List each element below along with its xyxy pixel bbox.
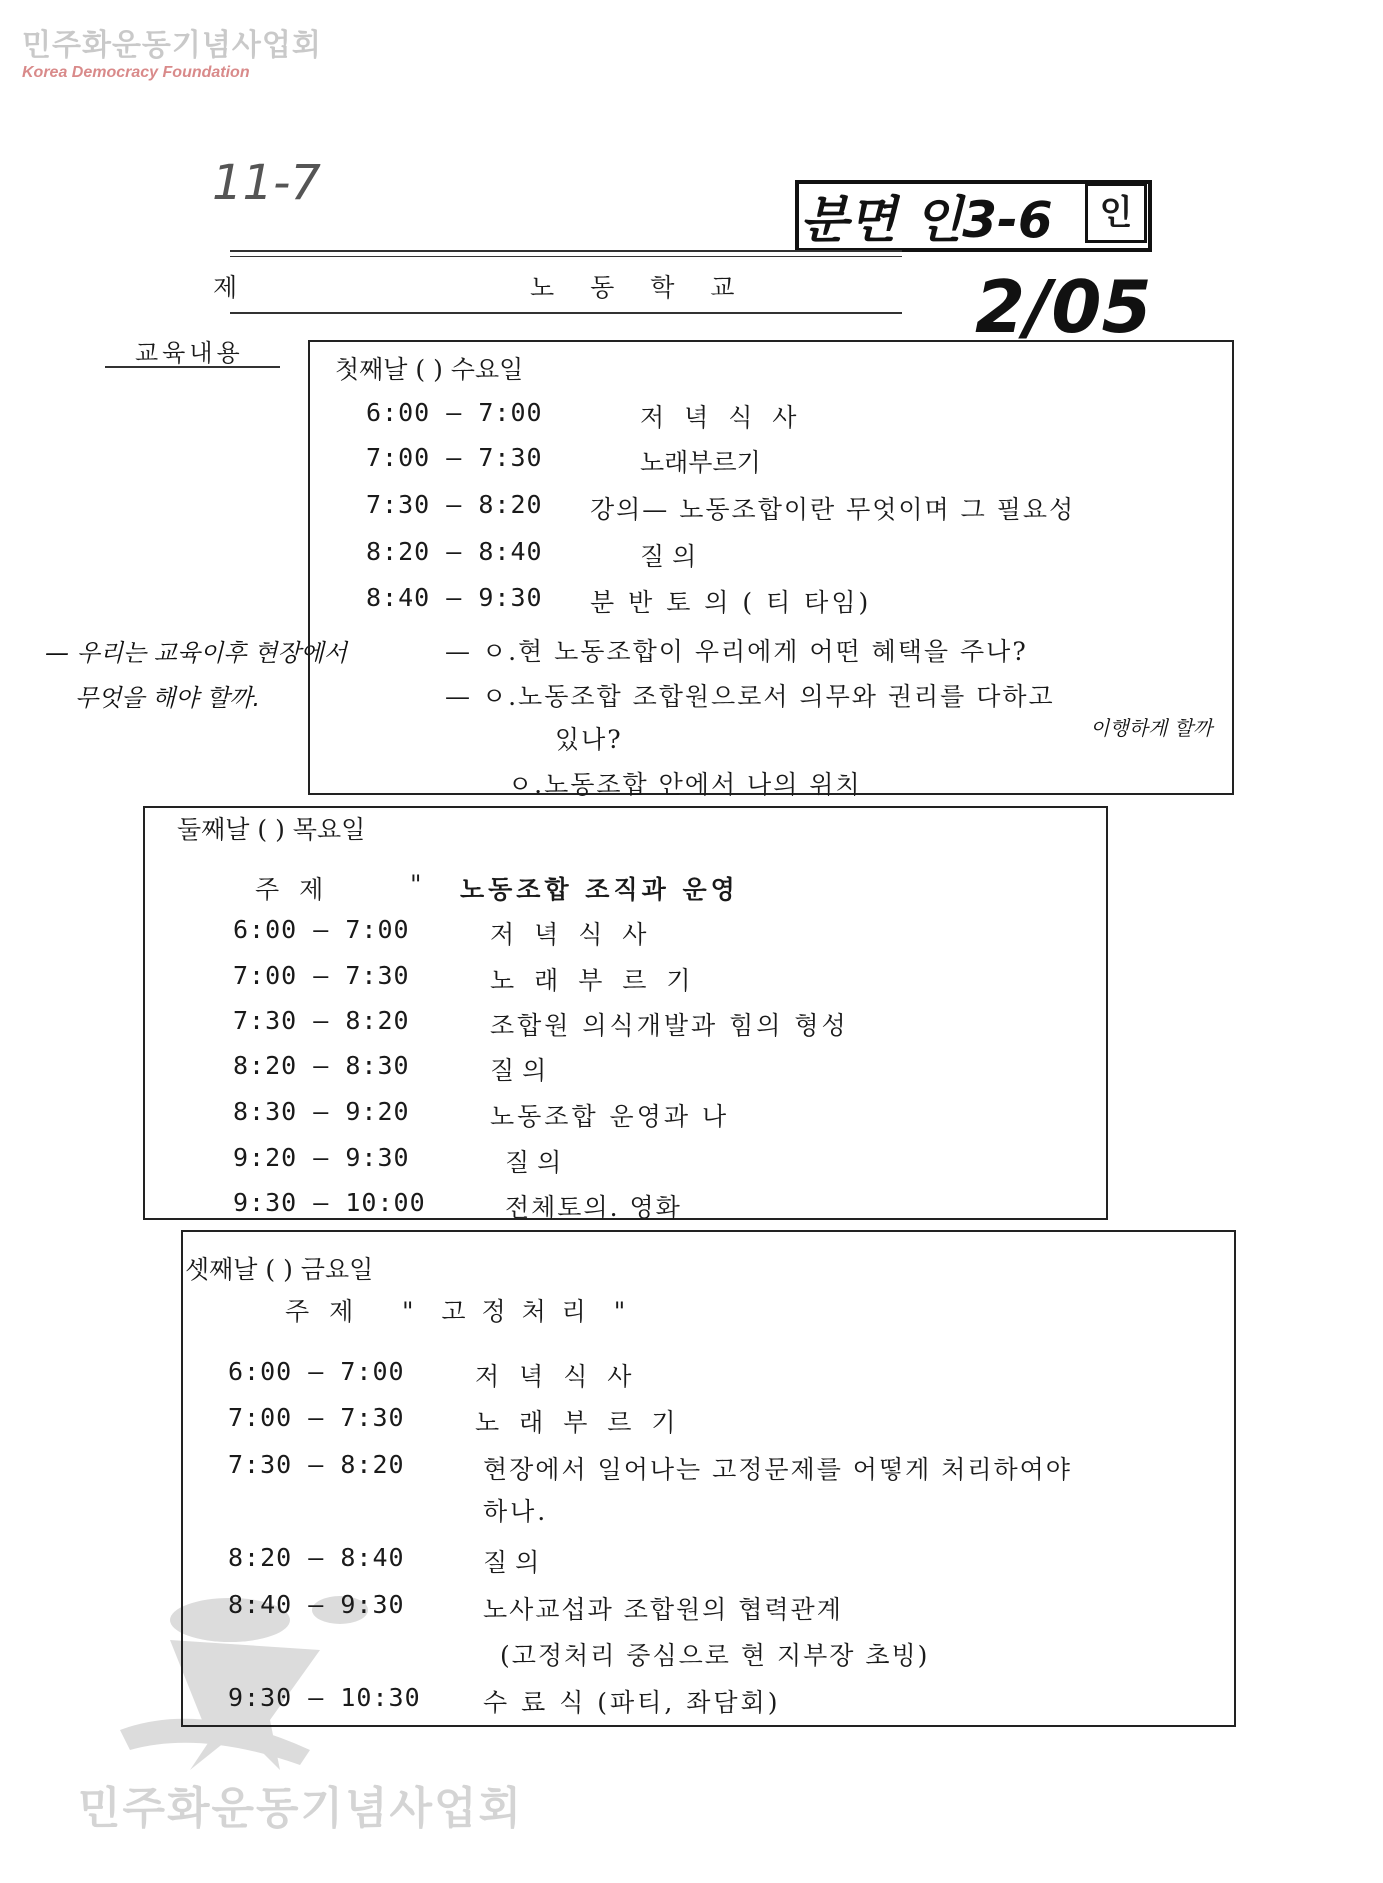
day1-bullet-3: ㅇ.노동조합 안에서 나의 위치 bbox=[508, 770, 862, 799]
day3-row-4-text: 질 의 bbox=[483, 1548, 540, 1577]
day2-row-4-text: 질 의 bbox=[490, 1056, 547, 1085]
day1-row-5-text: 분 반 토 의 ( 티 타임) bbox=[590, 588, 872, 617]
day3-row-4-time: 8:20 — 8:40 bbox=[228, 1543, 405, 1572]
day3-row-1-text: 저 녁 식 사 bbox=[475, 1362, 638, 1391]
day3-row-3-time: 7:30 — 8:20 bbox=[228, 1450, 405, 1479]
day3-row-2-time: 7:00 — 7:30 bbox=[228, 1403, 405, 1432]
day3-row-6-text: 수 료 식 (파티, 좌담회) bbox=[483, 1688, 781, 1717]
title-rule-bottom bbox=[230, 312, 902, 314]
day1-row-1-text: 저 녁 식 사 bbox=[640, 403, 803, 432]
day3-header: 셋째날 ( ) 금요일 bbox=[185, 1255, 374, 1284]
day1-row-2-text: 노래부르기 bbox=[640, 448, 761, 477]
handwritten-page-note: 11-7 bbox=[212, 155, 321, 211]
day2-row-5-text: 노동조합 운영과 나 bbox=[490, 1102, 730, 1131]
stamp-seal: 인 bbox=[1085, 183, 1147, 243]
day2-theme-quote: " bbox=[410, 870, 422, 899]
day3-row-5-time: 8:40 — 9:30 bbox=[228, 1590, 405, 1619]
day2-row-7-text: 전체토의. 영화 bbox=[505, 1193, 682, 1222]
day3-row-5-text: 노사교섭과 조합원의 협력관계 bbox=[483, 1595, 843, 1624]
day3-theme-label: 주 제 bbox=[285, 1297, 360, 1326]
day3-row-5-text-cont: (고정처리 중심으로 현 지부장 초빙) bbox=[500, 1641, 930, 1670]
day2-row-3-text: 조합원 의식개발과 힘의 형성 bbox=[490, 1011, 849, 1040]
day1-row-2-time: 7:00 — 7:30 bbox=[366, 443, 543, 472]
section-label-underline bbox=[105, 366, 280, 368]
section-label: 교육내용 bbox=[135, 339, 244, 367]
day1-bullet-1: — ㅇ.현 노동조합이 우리에게 어떤 혜택을 주나? bbox=[445, 637, 1028, 666]
day2-row-6-text: 질 의 bbox=[505, 1148, 562, 1177]
day1-row-4-text: 질 의 bbox=[640, 542, 697, 571]
stamp-code: 분면 인3-6 bbox=[800, 191, 1053, 249]
day3-row-1-time: 6:00 — 7:00 bbox=[228, 1357, 405, 1386]
day1-row-4-time: 8:20 — 8:40 bbox=[366, 537, 543, 566]
day2-row-2-text: 노 래 부 르 기 bbox=[490, 966, 697, 995]
day2-header: 둘째날 ( ) 목요일 bbox=[177, 815, 366, 844]
watermark-foundation-name: Korea Democracy Foundation bbox=[22, 64, 250, 81]
day2-row-2-time: 7:00 — 7:30 bbox=[233, 961, 410, 990]
day1-row-5-time: 8:40 — 9:30 bbox=[366, 583, 543, 612]
day1-bullet-2: — ㅇ.노동조합 조합원으로서 의무와 권리를 다하고 bbox=[445, 682, 1055, 711]
title-part-3: 노 동 학 교 bbox=[530, 273, 749, 302]
day3-theme: " 고 정 처 리 " bbox=[402, 1297, 630, 1326]
day1-row-3-text: 강의— 노동조합이란 무엇이며 그 필요성 bbox=[590, 495, 1076, 524]
day1-row-1-time: 6:00 — 7:00 bbox=[366, 398, 543, 427]
day1-bullet-2-cont: 있나? bbox=[555, 725, 623, 754]
document-number: 2/05 bbox=[975, 265, 1152, 349]
day2-row-5-time: 8:30 — 9:20 bbox=[233, 1097, 410, 1126]
watermark-logo-bottom: 민주화운동기념사업회 bbox=[78, 1783, 524, 1834]
day3-row-3-text: 현장에서 일어나는 고정문제를 어떻게 처리하여야 bbox=[483, 1455, 1072, 1484]
day3-row-2-text: 노 래 부 르 기 bbox=[475, 1408, 682, 1437]
day2-row-4-time: 8:20 — 8:30 bbox=[233, 1051, 410, 1080]
day3-row-3-text-cont: 하나. bbox=[483, 1497, 549, 1526]
margin-note-line-1: — 우리는 교육이후 현장에서 bbox=[45, 639, 347, 667]
day2-theme-label: 주 제 bbox=[255, 875, 330, 904]
watermark-logo-top: 민주화운동기념사업회 bbox=[22, 28, 322, 63]
title-part-1: 제 bbox=[213, 273, 238, 302]
title-rule-top bbox=[230, 250, 902, 252]
day2-row-7-time: 9:30 — 10:00 bbox=[233, 1188, 426, 1217]
day1-row-3-time: 7:30 — 8:20 bbox=[366, 490, 543, 519]
day2-row-1-text: 저 녁 식 사 bbox=[490, 920, 653, 949]
day2-row-6-time: 9:20 — 9:30 bbox=[233, 1143, 410, 1172]
day2-row-3-time: 7:30 — 8:20 bbox=[233, 1006, 410, 1035]
title-rule-top-thin bbox=[230, 256, 902, 257]
day3-row-6-time: 9:30 — 10:30 bbox=[228, 1683, 421, 1712]
margin-note-line-2: 무엇을 해야 할까. bbox=[75, 684, 261, 712]
handwritten-annotation-right: 이행하게 할까 bbox=[1090, 716, 1213, 740]
day2-row-1-time: 6:00 — 7:00 bbox=[233, 915, 410, 944]
day2-theme: 노동조합 조직과 운영 bbox=[460, 875, 739, 904]
day1-header: 첫째날 ( ) 수요일 bbox=[335, 355, 524, 384]
